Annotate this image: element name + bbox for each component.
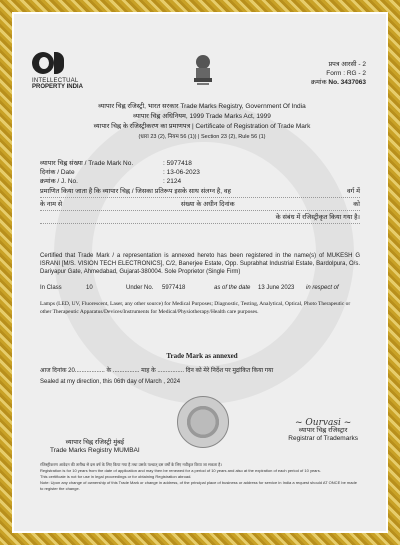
seal-line-hindi: आज दिनांक 20.................. के ................ माह के ................ दिन को मेरे निर्देश पर मुद्रांकित किया गया	[40, 368, 274, 374]
official-seal-icon	[177, 396, 229, 448]
form-title: प्रपत्र आरसी - 2	[328, 61, 366, 68]
serial-number: क्रमांक No. 3437063	[311, 79, 366, 86]
registry-signature-block: व्यापार चिह्न रजिस्ट्री मुंबई Trade Marks Registry MUMBAI	[50, 439, 140, 454]
logo-line2: PROPERTY INDIA	[32, 84, 83, 90]
national-emblem-icon	[192, 54, 214, 86]
hindi-certification	[40, 186, 360, 225]
form-info	[311, 60, 366, 87]
seal-statement	[40, 366, 360, 388]
class-row: In Class 10 Under No. 5977418 as of the date 13 June 2023 in respect of	[40, 285, 339, 291]
ip-india-logo	[32, 52, 83, 90]
footnote-1: रजिस्ट्रीकरण आवेदन की तारीख से दस वर्ष के लिए किया गया है तथा उसके पश्चात् दस वर्षों के लिए नवीकृत किया जा सकता है।	[40, 462, 222, 467]
registration-date: 13 June 2023	[258, 285, 295, 291]
field-date: दिनांक / Date : 13-06-2023	[40, 169, 200, 176]
field-trade-mark-no: व्यापार चिह्न संख्या / Trade Mark No. : 5977418	[40, 160, 192, 167]
footnote-2: Registration is for 10 years from the date of application and may then be renewed for a period of 10 years and also at the expiration of each period of 10 years.	[40, 468, 321, 473]
seal-line-english: Sealed at my direction, this 06th day of March , 2024	[40, 379, 181, 385]
annexed-title: Trade Mark as annexed	[166, 352, 238, 360]
hindi-line-1: प्रमाणित किया जाता है कि व्यापार चिह्न / जिसका प्रतिरूप इसके साथ संलग्न है, वह वर्ग में	[40, 186, 360, 198]
registrar-signature: ~ Ourvasi ~	[295, 418, 352, 428]
registration-fields	[40, 159, 200, 186]
goods-description: Lamps (LED, UV, Fluorescent, Laser, any other source) for Medical Purposes; Diagnostic, Testing, Analytical, Optical, Photo Therapeutic or other Therapeutic Apparatus/Devices/Instruments for Medical/Physiotherapy/Health care purposes.	[40, 301, 351, 315]
header-registry: व्यापार चिह्न रजिस्ट्री, भारत सरकार Trade Marks Registry, Government Of India	[98, 103, 306, 110]
registrar-signature-block: ~ Ourvasi ~ व्यापार चिह्न रजिस्ट्रार Registrar of Trademarks	[288, 418, 358, 442]
logo-line1: INTELLECTUAL	[32, 78, 79, 84]
class-number: 10	[86, 285, 93, 291]
header-title: व्यापार चिह्न के रजिस्ट्रीकरण का प्रमाणपत्र | Certificate of Registration of Trade Mark	[93, 123, 311, 130]
certification-text: Certified that Trade Mark / a representation is annexed hereto has been registered in the name(s) of MUKESH G ISRANI [M/S. VISION TECH ELECTRONICS], C/2, Banerjee Estate, Opp. Suprabhat Industrial Estate, Bardolpura, O/s. Dariyapur Gate, Ahmedabad, Gujarat-380004. Sole Proprietor (Single Firm)	[40, 253, 360, 275]
footnote-4: Note: Upon any change of ownership of this Trade Mark or change in address, of the principal place of business or address for service in India a request should AT ONCE be made to register the change.	[40, 480, 357, 491]
hindi-line-2: के नाम से संख्या के अधीन दिनांक को	[40, 199, 360, 211]
certificate-page	[12, 12, 388, 533]
form-number: Form : RG - 2	[326, 70, 366, 77]
tm-number: 5977418	[162, 285, 186, 291]
ip-logo-icon	[32, 52, 66, 76]
header-section: (धारा 23 (2), नियम 56 (1)) | Section 23 (2), Rule 56 (1)	[138, 134, 266, 140]
field-j-no: क्रमांक / J. No. : 2124	[40, 178, 182, 185]
certificate-header	[14, 102, 388, 142]
hindi-line-3: के संबंध में रजिस्ट्रीकृत किया गया है।	[40, 212, 360, 224]
footnotes	[40, 462, 360, 492]
footnote-3: This certificate is not for use in legal proceedings or for obtaining Registration abroad.	[40, 474, 192, 479]
header-act: व्यापार चिह्न अधिनियम, 1999 Trade Marks Act, 1999	[133, 113, 271, 120]
